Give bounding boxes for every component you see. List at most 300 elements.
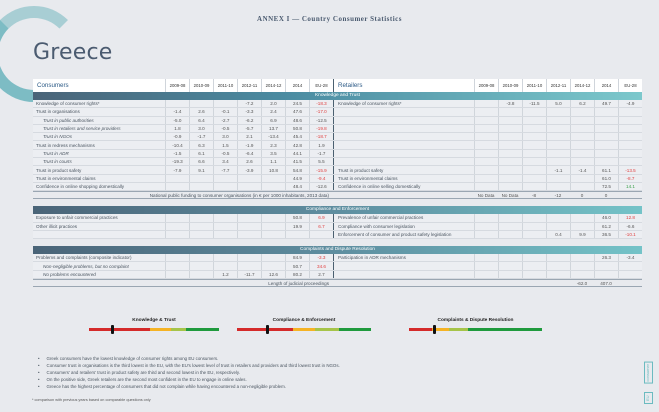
consumer-cell <box>213 254 237 261</box>
retailer-cell <box>474 100 498 107</box>
consumer-row-label: Knowledge of consumer rights* <box>36 101 100 107</box>
consumer-cell <box>189 262 213 269</box>
gauge-bar <box>89 328 219 331</box>
retailer-cell <box>546 117 570 124</box>
consumer-cell <box>213 214 237 221</box>
retailer-cell <box>618 133 642 140</box>
retailer-cell: 5.0 <box>546 100 570 107</box>
retailer-cell <box>474 166 498 173</box>
consumer-cell: -15.9 <box>309 166 333 173</box>
notes-list <box>38 355 340 390</box>
retailer-cell <box>546 150 570 157</box>
retailer-cell <box>546 108 570 115</box>
consumer-cell <box>189 254 213 261</box>
consumer-cell: 2.1 <box>237 133 261 140</box>
retailer-cell <box>570 223 594 230</box>
consumer-cell <box>189 271 213 278</box>
consumer-cell: -7.9 <box>165 166 189 173</box>
consumer-cell: 45.4 <box>285 133 309 140</box>
consumer-cell <box>237 183 261 190</box>
consumer-cell: -19.3 <box>165 158 189 165</box>
retailer-cell <box>546 271 570 278</box>
retailer-cell: -11.5 <box>522 100 546 107</box>
consumer-cell: -12.6 <box>309 183 333 190</box>
retailer-cell: 14.1 <box>618 183 642 190</box>
consumer-cell <box>189 175 213 182</box>
retailer-cell <box>546 175 570 182</box>
table-row <box>33 262 642 270</box>
consumer-row-label: Trust in courts <box>43 159 72 165</box>
retailer-cell: -1.1 <box>546 166 570 173</box>
consumer-cell: -0.1 <box>213 108 237 115</box>
retailer-cell <box>570 254 594 261</box>
retailer-cell: -6.6 <box>618 223 642 230</box>
table-row <box>33 141 642 149</box>
retailer-cell: 61.2 <box>594 223 618 230</box>
consumer-cell: -2.7 <box>213 117 237 124</box>
note-item: • Consumers' and retailers' trust in product safety are third and second lowest in the EU, respectively. <box>38 369 340 376</box>
table-row <box>33 214 642 222</box>
table-row <box>33 100 642 108</box>
gauge-marker <box>111 325 114 334</box>
consumer-row-label: Other illicit practices <box>36 223 78 229</box>
retailer-cell <box>498 223 522 230</box>
consumer-cell: -7.7 <box>213 166 237 173</box>
consumer-cell <box>261 183 285 190</box>
retailer-cell: -1.4 <box>570 166 594 173</box>
consumer-cell: 2.3 <box>261 141 285 148</box>
retailer-cell <box>594 141 618 148</box>
retailer-cell <box>546 133 570 140</box>
retailer-cell: 26.3 <box>594 254 618 261</box>
consumer-cell: 44.9 <box>285 175 309 182</box>
consumer-row-label: Trust in NGOs <box>43 134 73 140</box>
consumer-cell: 1.2 <box>213 271 237 278</box>
consumer-cell <box>165 262 189 269</box>
gauge-label: Compliance & Enforcement <box>272 318 336 323</box>
table-row <box>33 150 642 158</box>
consumer-cell: -0.9 <box>165 133 189 140</box>
retailer-cell <box>474 150 498 157</box>
gauge-segment <box>409 328 432 331</box>
retailer-cell <box>594 158 618 165</box>
consumer-cell: 12.6 <box>261 271 285 278</box>
consumer-row-label: Confidence in online shopping domestically <box>36 184 125 190</box>
consumer-cell: -1.7 <box>189 133 213 140</box>
consumer-cell: 2.7 <box>309 271 333 278</box>
retailer-cell <box>618 141 642 148</box>
consumer-cell: -5.7 <box>237 125 261 132</box>
consumer-cell: 3.5 <box>261 150 285 157</box>
consumer-cell: 50.8 <box>285 125 309 132</box>
retailer-cell <box>498 254 522 261</box>
section-compliance: Compliance and Enforcement <box>33 206 642 214</box>
gauge-segment <box>339 328 371 331</box>
consumer-row-label: Trust in environmental claims <box>36 175 96 181</box>
retailer-row-label: Compliance with consumer legislation <box>338 223 415 229</box>
consumer-cell: 1.5 <box>213 141 237 148</box>
knowledge-rows <box>33 100 642 191</box>
retailer-cell: -3.8 <box>498 100 522 107</box>
consumer-cell <box>213 262 237 269</box>
consumer-cell: 48.4 <box>285 183 309 190</box>
consumer-cell <box>261 223 285 230</box>
gauge-segment <box>293 328 314 331</box>
retailer-cell <box>570 183 594 190</box>
section-knowledge-trust: Knowledge and Trust <box>33 92 642 100</box>
retailer-cell <box>474 158 498 165</box>
retailer-cell <box>618 158 642 165</box>
retailer-cell <box>498 125 522 132</box>
retailer-cell <box>522 125 546 132</box>
consumer-cell: 6.4 <box>189 117 213 124</box>
consumer-cell: 2.6 <box>237 158 261 165</box>
consumer-row-label: Trust in public authorities <box>43 117 94 123</box>
consumer-cell: 2.4 <box>261 108 285 115</box>
consumer-cell <box>213 183 237 190</box>
consumer-cell <box>165 223 189 230</box>
consumer-cell <box>189 183 213 190</box>
consumer-cell <box>189 231 213 238</box>
retailer-cell <box>498 271 522 278</box>
retailer-cell <box>570 150 594 157</box>
table-row <box>33 175 642 183</box>
retailer-cell: -13.5 <box>618 166 642 173</box>
retailer-cell <box>498 183 522 190</box>
retailer-cell <box>522 150 546 157</box>
consumer-cell: -13.4 <box>261 133 285 140</box>
consumer-cell: -10.4 <box>165 141 189 148</box>
consumer-cell: -12.5 <box>309 117 333 124</box>
judicial-row: Length of judicial proceedings -62.0 407.0 <box>33 279 642 287</box>
retailer-cell: -10.1 <box>618 231 642 238</box>
side-tag-consumer: consumer <box>644 362 653 384</box>
retailer-cell: -4.9 <box>618 100 642 107</box>
consumer-cell <box>237 262 261 269</box>
note-item: • On the positive side, Greek retailers are the second most confident in the EU to engage in online sales. <box>38 376 340 383</box>
retailer-cell <box>546 214 570 221</box>
retailer-cell <box>594 262 618 269</box>
consumer-cell: 2.6 <box>189 108 213 115</box>
retailer-cell <box>522 175 546 182</box>
consumer-cell: 10.8 <box>261 166 285 173</box>
consumer-cell <box>261 254 285 261</box>
consumer-cell: 6.6 <box>189 158 213 165</box>
consumer-cell: 1.9 <box>309 141 333 148</box>
consumer-cell <box>165 175 189 182</box>
retailer-cell <box>522 271 546 278</box>
consumer-cell: 44.1 <box>285 150 309 157</box>
funding-label: National public funding to consumer organisations (in € per 1000 inhabitants, 2013 data) <box>149 192 329 198</box>
gauge-segment <box>89 328 150 331</box>
consumer-cell: -1.7 <box>309 150 333 157</box>
retailer-row-label: Trust in product safety <box>338 167 384 173</box>
retailer-cell <box>498 150 522 157</box>
retailer-cell <box>522 262 546 269</box>
consumer-cell: 3.4 <box>213 158 237 165</box>
consumer-row-label: Trust in ADR <box>43 150 69 156</box>
gauge-segment <box>171 328 187 331</box>
retailer-row-label: Trust in environmental claims <box>338 175 398 181</box>
note-item: • Consumer trust in organisations is the third lowest in the EU, with the EU's lowest level of trust in retailers and providers and third lowest trust in NGOs. <box>38 362 340 369</box>
retailer-cell <box>474 108 498 115</box>
gauge-1 <box>237 318 371 331</box>
consumer-cell: 3.0 <box>213 133 237 140</box>
retailer-cell <box>498 175 522 182</box>
consumer-cell: 1.8 <box>165 125 189 132</box>
consumer-cell: 6.9 <box>261 117 285 124</box>
retailer-cell <box>570 262 594 269</box>
consumer-cell: 80.2 <box>285 271 309 278</box>
retailer-cell <box>618 125 642 132</box>
consumer-cell: -19.8 <box>309 125 333 132</box>
retailer-cell <box>522 133 546 140</box>
consumer-row-label: Trust in organisations <box>36 109 80 115</box>
consumer-row-label: Trust in redress mechanisms <box>36 142 95 148</box>
table-row <box>33 166 642 174</box>
consumer-cell <box>237 214 261 221</box>
retailer-cell <box>546 183 570 190</box>
note-item: • Greece has the highest percentage of consumers that did not complain while having encountered a non-negligible problem. <box>38 383 340 390</box>
table-row <box>33 271 642 279</box>
retailer-cell <box>498 141 522 148</box>
consumer-cell: 34.6 <box>309 262 333 269</box>
consumer-cell <box>309 231 333 238</box>
retailer-cell: 61.1 <box>594 166 618 173</box>
retailer-cell <box>498 133 522 140</box>
consumer-cell <box>237 231 261 238</box>
consumer-cell: 50.7 <box>285 262 309 269</box>
consumer-cell <box>165 100 189 107</box>
consumer-cell: -3.3 <box>309 254 333 261</box>
retailer-cell <box>570 125 594 132</box>
retailer-cell <box>522 166 546 173</box>
retailer-cell <box>522 254 546 261</box>
retailer-cell <box>594 125 618 132</box>
retailer-cell <box>474 223 498 230</box>
consumer-cell: -18.7 <box>309 133 333 140</box>
retailer-cell: 6.2 <box>570 100 594 107</box>
retailer-cell <box>474 141 498 148</box>
consumer-cell: 42.8 <box>285 141 309 148</box>
table-header: Consumers 2009-08 2010-09 2011-10 2012-11 2014-12 2014 EU-28 Retailers 2009-08 2010-09 2011-10 2012-11 2014-12 2014 EU-28 <box>33 79 642 92</box>
gauge-segment <box>186 328 219 331</box>
table-row <box>33 133 642 141</box>
table-row <box>33 183 642 191</box>
statistics-table <box>33 79 642 287</box>
gauge-bar <box>409 328 542 331</box>
consumer-cell <box>237 223 261 230</box>
retailer-cell <box>546 254 570 261</box>
retailer-cell <box>522 158 546 165</box>
consumer-cell <box>213 231 237 238</box>
consumer-cell: 6.7 <box>309 223 333 230</box>
consumer-cell <box>261 175 285 182</box>
consumer-cell: 41.5 <box>285 158 309 165</box>
consumer-cell: -3.3 <box>237 108 261 115</box>
retailer-cell <box>498 262 522 269</box>
retailer-cell <box>570 117 594 124</box>
consumer-cell <box>165 231 189 238</box>
consumer-cell <box>189 223 213 230</box>
retailer-cell <box>546 262 570 269</box>
section-complaints: Complaints and Dispute Resolution <box>33 246 642 254</box>
retailer-cell <box>498 214 522 221</box>
gauge-segment <box>315 328 339 331</box>
consumer-cell: -1.9 <box>237 141 261 148</box>
retailer-cell <box>474 125 498 132</box>
consumer-row-label: Non-negligible problems, but no complaint <box>43 263 129 269</box>
consumer-cell <box>165 254 189 261</box>
retailer-cell <box>522 183 546 190</box>
consumer-cell: -5.0 <box>165 117 189 124</box>
consumer-cell: 19.9 <box>285 223 309 230</box>
annex-title: ANNEX I — Country Consumer Statistics <box>257 15 402 23</box>
retailer-cell <box>570 175 594 182</box>
consumer-cell: -17.0 <box>309 108 333 115</box>
retailer-cell <box>570 271 594 278</box>
consumer-row-label: Exposure to unfair commercial practices <box>36 215 118 221</box>
retailer-cell <box>522 141 546 148</box>
retailer-cell <box>618 271 642 278</box>
consumer-cell: -3.9 <box>237 166 261 173</box>
retailer-cell <box>522 108 546 115</box>
consumer-row-label: Trust in retailers and service providers <box>43 126 121 132</box>
consumer-cell: 24.5 <box>285 100 309 107</box>
gauge-segment <box>237 328 293 331</box>
retailer-cell <box>594 150 618 157</box>
table-row <box>33 158 642 166</box>
footnote: * comparison with previous years based on comparable questions only <box>32 398 151 402</box>
table-row <box>33 117 642 125</box>
consumer-cell <box>237 175 261 182</box>
retailer-cell <box>594 117 618 124</box>
retailer-cell <box>498 117 522 124</box>
retailer-cell <box>498 166 522 173</box>
retailer-cell: -3.4 <box>618 254 642 261</box>
retailer-cell: 72.5 <box>594 183 618 190</box>
retailer-cell <box>474 271 498 278</box>
consumer-cell <box>189 100 213 107</box>
consumer-cell <box>165 214 189 221</box>
gauge-bar <box>237 328 371 331</box>
consumer-cell: -6.2 <box>237 117 261 124</box>
gauge-segment <box>150 328 171 331</box>
retailer-cell <box>618 150 642 157</box>
retailer-cell: 12.8 <box>618 214 642 221</box>
retailer-cell <box>594 108 618 115</box>
side-tag-eu: EU <box>644 392 653 404</box>
retailer-cell <box>570 133 594 140</box>
consumer-cell: 47.6 <box>285 108 309 115</box>
retailer-cell: 61.0 <box>594 175 618 182</box>
consumer-cell <box>213 175 237 182</box>
retailer-cell <box>594 271 618 278</box>
consumer-cell <box>213 100 237 107</box>
consumer-cell: -0.5 <box>213 125 237 132</box>
retailer-cell: 49.7 <box>594 100 618 107</box>
consumer-cell <box>285 231 309 238</box>
retailer-cell <box>618 108 642 115</box>
consumer-cell: -11.7 <box>237 271 261 278</box>
retailer-cell <box>570 141 594 148</box>
retailer-cell: 36.5 <box>594 231 618 238</box>
consumer-cell: 6.1 <box>189 150 213 157</box>
retailer-cell <box>498 158 522 165</box>
consumer-row-label: Problems and complaints (composite indicator) <box>36 255 132 261</box>
complaints-rows <box>33 254 642 279</box>
retailer-cell <box>522 117 546 124</box>
retailer-cell <box>570 158 594 165</box>
consumer-cell <box>189 214 213 221</box>
gauge-marker <box>433 325 436 334</box>
consumer-cell <box>237 254 261 261</box>
gauge-segment <box>449 328 468 331</box>
retailer-cell <box>474 262 498 269</box>
consumer-cell: 2.0 <box>261 100 285 107</box>
retailer-cell <box>474 214 498 221</box>
retailer-row-label: Prevalence of unfair commercial practices <box>338 215 424 221</box>
consumer-cell: 3.0 <box>189 125 213 132</box>
retailer-cell <box>618 262 642 269</box>
retailer-row-label: Enforcement of consumer and product safety legislation <box>338 232 452 237</box>
retailer-cell <box>570 214 594 221</box>
retailer-cell <box>474 254 498 261</box>
retailer-row-label: Knowledge of consumer rights* <box>338 101 402 107</box>
retailer-cell: -8.7 <box>618 175 642 182</box>
retailer-cell <box>474 231 498 238</box>
table-row <box>33 223 642 231</box>
retailer-cell <box>594 133 618 140</box>
consumer-cell: 13.7 <box>261 125 285 132</box>
retailer-cell <box>498 231 522 238</box>
retailer-cell <box>546 125 570 132</box>
funding-row: National public funding to consumer organisations (in € per 1000 inhabitants, 2013 data) No Data No Data -8 -12 0 0 <box>33 191 642 199</box>
gauge-label: Complaints & Dispute Resolution <box>437 318 514 323</box>
retailer-cell: 0.4 <box>546 231 570 238</box>
retailer-row-label: Participation in ADR mechanisms <box>338 255 406 261</box>
consumer-cell: 6.3 <box>189 141 213 148</box>
consumer-cell: -18.3 <box>309 100 333 107</box>
consumer-cell: 54.8 <box>285 166 309 173</box>
retailer-cell <box>618 117 642 124</box>
consumer-row-label: No problems encountered <box>43 271 96 277</box>
table-row <box>33 254 642 262</box>
consumer-cell: 48.6 <box>285 117 309 124</box>
consumer-cell: 5.5 <box>309 158 333 165</box>
retailer-cell <box>474 117 498 124</box>
consumer-cell: -1.4 <box>165 108 189 115</box>
gauge-label: Knowledge & Trust <box>132 318 176 323</box>
retailer-cell: 9.9 <box>570 231 594 238</box>
consumer-cell <box>165 271 189 278</box>
consumer-cell: 50.8 <box>285 214 309 221</box>
retailer-cell <box>570 108 594 115</box>
consumer-cell: 1.1 <box>261 158 285 165</box>
retailer-cell <box>546 223 570 230</box>
consumers-header: Consumers <box>37 82 69 89</box>
table-row <box>33 108 642 116</box>
consumer-cell <box>213 223 237 230</box>
consumer-cell: -6.4 <box>237 150 261 157</box>
retailer-cell <box>546 158 570 165</box>
consumer-cell <box>261 231 285 238</box>
gauge-0 <box>89 318 219 331</box>
consumer-cell: -9.4 <box>309 175 333 182</box>
consumer-cell: 6.9 <box>309 214 333 221</box>
country-title: Greece <box>33 40 113 65</box>
retailer-cell <box>522 223 546 230</box>
